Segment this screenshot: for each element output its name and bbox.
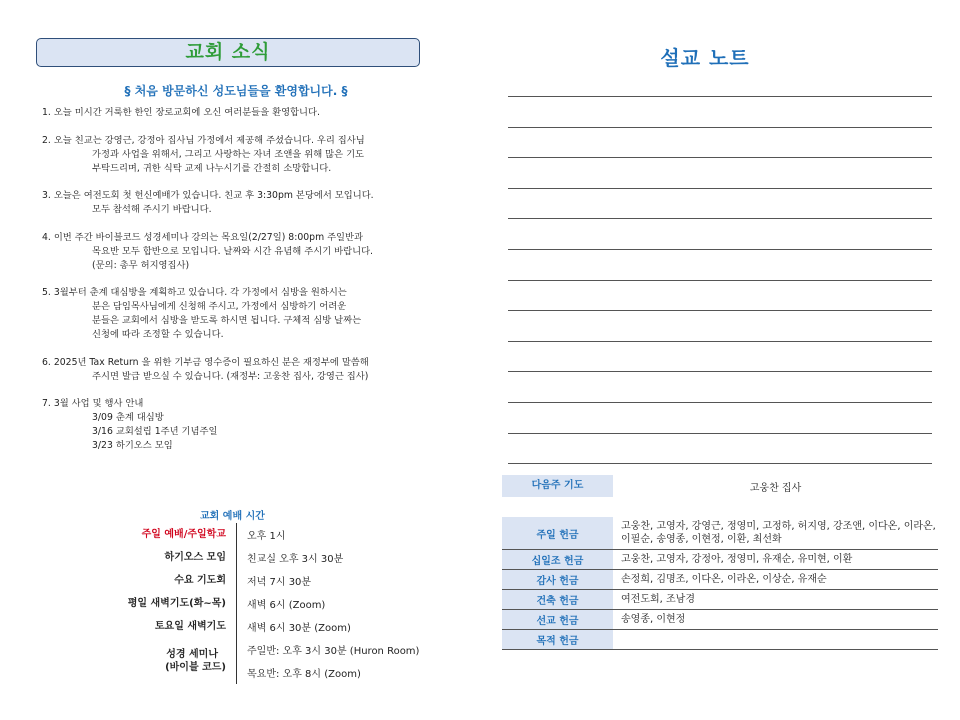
church-news-title: 교회 소식: [36, 38, 420, 67]
offering-label: 선교 헌금: [502, 610, 613, 629]
worship-time: 저녁 7시 30분: [247, 577, 312, 588]
offering-names: 고웅찬, 고영자, 강정아, 정영미, 유재순, 유미현, 이환: [621, 554, 853, 565]
news-item-continuation: 가정과 사업을 위해서, 그리고 사랑하는 자녀 조앤을 위해 많은 기도: [92, 148, 365, 160]
offering-row: [502, 517, 938, 550]
event-item: 3/16 교회설립 1주년 기념주일: [92, 426, 218, 437]
news-item-text: 2. 오늘 친교는 강영근, 강정아 집사님 가정에서 제공해 주셨습니다. 우리 집사님: [42, 134, 365, 146]
worship-row: [100, 523, 440, 546]
offering-row: [502, 630, 938, 650]
worship-time: 새벽 6시 30분 (Zoom): [247, 623, 351, 634]
note-line: [508, 402, 932, 403]
note-line: [508, 188, 932, 189]
note-line: [508, 96, 932, 97]
note-line: [508, 249, 932, 250]
events-list: [42, 397, 436, 453]
offering-names: 송영종, 이현정: [621, 614, 686, 625]
offering-names: [613, 630, 938, 649]
news-item-continuation: 목요반 모두 합반으로 모입니다. 날짜와 시간 유념해 주시기 바랍니다.: [92, 245, 374, 257]
prayer-label: 다음주 기도: [502, 475, 613, 497]
worship-label: 주일 예배/주일학교: [100, 523, 237, 546]
worship-time: 오후 1시: [247, 531, 286, 542]
worship-row-seminar: [100, 638, 440, 684]
seminar-times: [237, 638, 419, 684]
note-line: [508, 127, 932, 128]
event-item: 3/23 하기오스 모임: [92, 440, 173, 451]
news-list: [42, 106, 436, 453]
news-item-text: 4. 이번 주간 바이블코드 성경세미나 강의는 목요일(2/27일) 8:00pm 주일반과: [42, 231, 363, 243]
worship-label: 하기오스 모임: [100, 546, 237, 569]
news-item: [42, 189, 436, 217]
offering-names: 손정희, 김명조, 이다온, 이라온, 이상순, 유재순: [621, 574, 827, 585]
sermon-notes-title: 설교 노트: [660, 46, 750, 70]
news-item: [42, 286, 436, 342]
worship-label: 평일 새벽기도(화~목): [100, 592, 237, 615]
news-item-continuation: 분들은 교회에서 심방을 받도록 하시면 됩니다. 구체적 심방 날짜는: [92, 315, 362, 326]
note-line: [508, 310, 932, 311]
news-item-text: 1. 오늘 미시간 거룩한 한인 장로교회에 오신 여러분들을 환영합니다.: [42, 107, 320, 118]
note-line: [508, 463, 932, 464]
offering-label: 건축 헌금: [502, 590, 613, 609]
events-title: 7. 3월 사업 및 행사 안내: [42, 398, 144, 409]
offerings-table: [502, 517, 938, 650]
welcome-banner: § 처음 방문하신 성도님들을 환영합니다. §: [124, 84, 348, 98]
worship-row: [100, 592, 440, 615]
offering-row: [502, 550, 938, 570]
news-item-continuation: 분은 담임목사님에게 신청해 주시고, 가정에서 심방하기 어려운: [92, 301, 347, 312]
seminar-time: 주일반: 오후 3시 30분 (Huron Room): [247, 646, 420, 657]
news-item-text: 3. 오늘은 여전도회 첫 헌신예배가 있습니다. 친교 후 3:30pm 본당에서 모입니다.: [42, 190, 374, 201]
worship-schedule: [100, 523, 440, 684]
offering-label: 십일조 헌금: [502, 550, 613, 569]
news-item: [42, 134, 436, 176]
worship-row: [100, 546, 440, 569]
worship-time: 친교실 오후 3시 30분: [247, 554, 344, 565]
seminar-sublabel: (바이블 코드): [165, 662, 226, 673]
news-item-continuation: 주시면 발급 받으실 수 있습니다. (재정부: 고웅찬 집사, 강영근 집사): [92, 370, 369, 382]
note-line: [508, 157, 932, 158]
seminar-time: 목요반: 오후 8시 (Zoom): [247, 669, 361, 680]
news-item-continuation: 모두 참석해 주시기 바랍니다.: [92, 204, 212, 215]
news-item: [42, 106, 436, 120]
next-week-prayer: [502, 475, 938, 497]
offering-label: 목적 헌금: [502, 630, 613, 649]
news-item-continuation: 신청에 따라 조정할 수 있습니다.: [92, 329, 224, 340]
note-line: [508, 371, 932, 372]
news-item-continuation: 부탁드리며, 귀한 식탁 교제 나누시기를 간절히 소망합니다.: [92, 162, 332, 174]
news-item-text: 6. 2025년 Tax Return 을 위한 기부금 영수증이 필요하신 분은 재정부에 말씀해: [42, 356, 369, 368]
offering-label: 감사 헌금: [502, 570, 613, 589]
church-news-section: [36, 38, 436, 467]
offering-row: [502, 570, 938, 590]
news-item: [42, 356, 436, 384]
worship-time: 새벽 6시 (Zoom): [247, 600, 326, 611]
note-line: [508, 433, 932, 434]
worship-label: 수요 기도회: [100, 569, 237, 592]
worship-label: [100, 638, 237, 684]
note-line: [508, 280, 932, 281]
offering-label: 주일 헌금: [502, 517, 613, 549]
worship-label: 토요일 새벽기도: [100, 615, 237, 638]
event-item: 3/09 춘계 대심방: [92, 412, 164, 423]
sermon-notes-header: [0, 42, 960, 71]
worship-row: [100, 615, 440, 638]
worship-row: [100, 569, 440, 592]
news-item-continuation: (문의: 총무 허지영집사): [92, 259, 190, 271]
offering-row: [502, 590, 938, 610]
news-item-text: 5. 3월부터 춘계 대심방을 계획하고 있습니다. 각 가정에서 심방을 원하시는: [42, 287, 347, 298]
seminar-label: 성경 세미나: [166, 649, 218, 660]
offering-names: 고웅찬, 고영자, 강영근, 정영미, 고정하, 허지영, 강조앤, 이다온, 이라온, 이필순, 송영종, 이현정, 이환, 최선화: [621, 521, 936, 545]
news-item: [42, 231, 436, 273]
offering-row: [502, 610, 938, 630]
worship-schedule-title: 교회 예배 시간: [200, 511, 265, 522]
note-line: [508, 341, 932, 342]
note-line: [508, 218, 932, 219]
prayer-value: 고웅찬 집사: [749, 482, 802, 494]
offering-names: 여전도회, 조남경: [621, 594, 695, 605]
